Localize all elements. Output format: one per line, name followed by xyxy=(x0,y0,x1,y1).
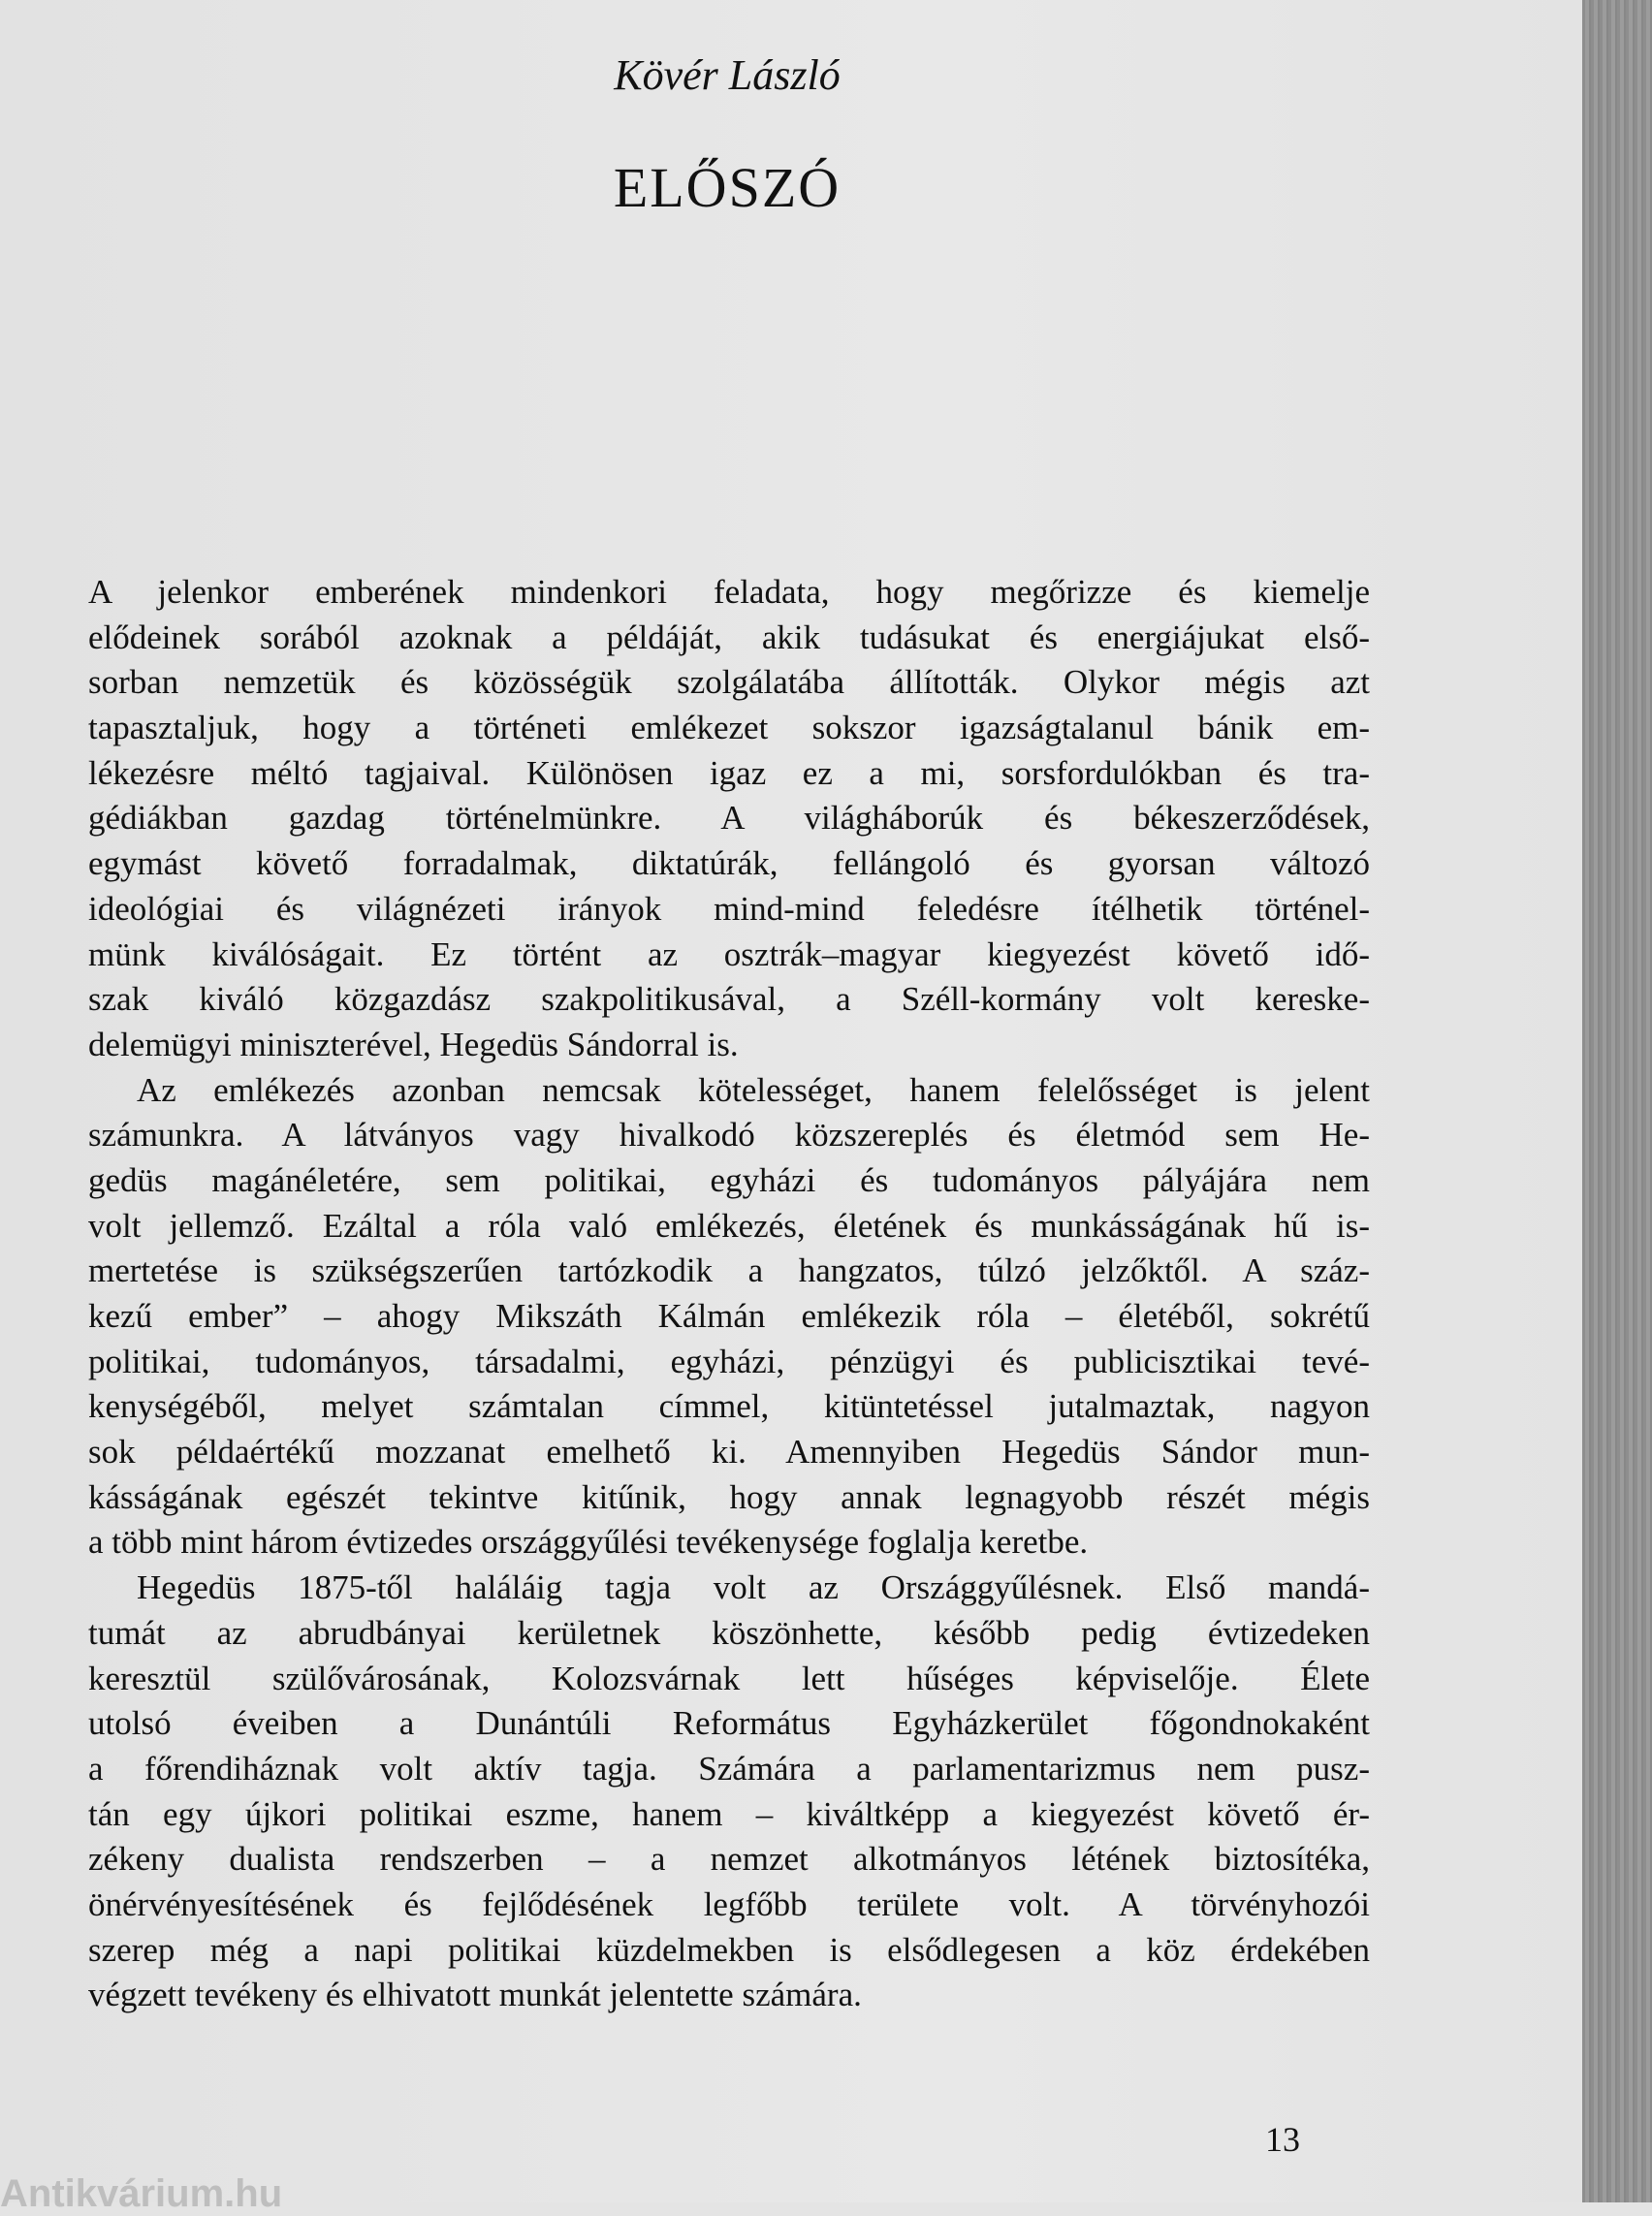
text-line: politikai, tudományos, társadalmi, egyházi, pénzügyi és publicisztikai tevé- xyxy=(88,1342,1370,1380)
text-line: sorban nemzetük és közösségük szolgálatába állították. Olykor mégis azt xyxy=(88,663,1370,702)
text-line: volt jellemző. Ezáltal a róla való emlékezés, életének és munkásságának hű is- xyxy=(88,1206,1370,1245)
text-line: elődeinek sorából azoknak a példáját, akik tudásukat és energiájukat első- xyxy=(88,617,1370,656)
text-line: Hegedüs 1875-től haláláig tagja volt az Országgyűlésnek. Első mandá- xyxy=(137,1568,1370,1607)
text-line: szerep még a napi politikai küzdelmekben is elsődlegesen a köz érdekében xyxy=(88,1930,1370,1969)
text-line: kezű ember” – ahogy Mikszáth Kálmán emlékezik róla – életéből, sokrétű xyxy=(88,1297,1370,1335)
body-text xyxy=(88,570,1370,2018)
text-line: a főrendiháznak volt aktív tagja. Számára a parlamentarizmus nem pusz- xyxy=(88,1749,1370,1788)
author-name: Kövér László xyxy=(614,51,841,99)
text-line: gedüs magánéletére, sem politikai, egyházi és tudományos pályájára nem xyxy=(88,1160,1370,1199)
text-line: tapasztaljuk, hogy a történeti emlékezet sokszor igazságtalanul bánik em- xyxy=(88,709,1370,747)
text-line: delemügyi miniszterével, Hegedüs Sándorral is. xyxy=(88,1025,739,1063)
page-number: 13 xyxy=(1265,2120,1300,2159)
text-line: tán egy újkori politikai eszme, hanem – kiváltképp a kiegyezést követő ér- xyxy=(88,1794,1370,1833)
text-line: kásságának egészét tekintve kitűnik, hogy annak legnagyobb részét mégis xyxy=(88,1477,1370,1516)
text-line: sok példaértékű mozzanat emelhető ki. Amennyiben Hegedüs Sándor mun- xyxy=(88,1433,1370,1472)
text-line: számunkra. A látványos vagy hivalkodó közszereplés és életmód sem He- xyxy=(88,1116,1370,1155)
text-line: ideológiai és világnézeti irányok mind-mind feledésre ítélhetik történel- xyxy=(88,889,1370,928)
text-line: egymást követő forradalmak, diktatúrák, fellángoló és gyorsan változó xyxy=(88,844,1370,883)
text-line: önérvényesítésének és fejlődésének legfőbb területe volt. A törvényhozói xyxy=(88,1884,1370,1923)
chapter-title: ELŐSZÓ xyxy=(613,156,842,219)
text-line: keresztül szülővárosának, Kolozsvárnak lett hűséges képviselője. Élete xyxy=(88,1659,1370,1697)
text-line: tumát az abrudbányai kerületnek köszönhette, később pedig évtizedeken xyxy=(88,1613,1370,1652)
text-line: a több mint három évtizedes országgyűlési tevékenysége foglalja keretbe. xyxy=(88,1523,1089,1562)
text-line: A jelenkor emberének mindenkori feladata, hogy megőrizze és kiemelje xyxy=(88,573,1370,611)
text-line: zékeny dualista rendszerben – a nemzet alkotmányos létének biztosítéka, xyxy=(88,1840,1370,1879)
text-line: lékezésre méltó tagjaival. Különösen igaz ez a mi, sorsfordulókban és tra- xyxy=(88,753,1370,792)
text-line: münk kiválóságait. Ez történt az osztrák–magyar kiegyezést követő idő- xyxy=(88,934,1370,973)
text-line: végzett tevékeny és elhivatott munkát jelentette számára. xyxy=(88,1976,862,2014)
text-line: kenységéből, melyet számtalan címmel, kitüntetéssel jutalmaztak, nagyon xyxy=(88,1387,1370,1426)
text-line: utolsó éveiben a Dunántúli Református Egyházkerület főgondnokaként xyxy=(88,1704,1370,1743)
text-line: gédiákban gazdag történelmünkre. A világháborúk és békeszerződések, xyxy=(88,799,1370,838)
text-line: szak kiváló közgazdász szakpolitikusával, a Széll-kormány volt kereske- xyxy=(88,980,1370,1019)
watermark: Antikvárium.hu xyxy=(0,2172,283,2215)
book-page-edges xyxy=(1582,0,1652,2202)
text-line: Az emlékezés azonban nemcsak kötelességet, hanem felelősséget is jelent xyxy=(137,1070,1370,1109)
text-line: mertetése is szükségszerűen tartózkodik a hangzatos, túlzó jelzőktől. A száz- xyxy=(88,1251,1370,1290)
